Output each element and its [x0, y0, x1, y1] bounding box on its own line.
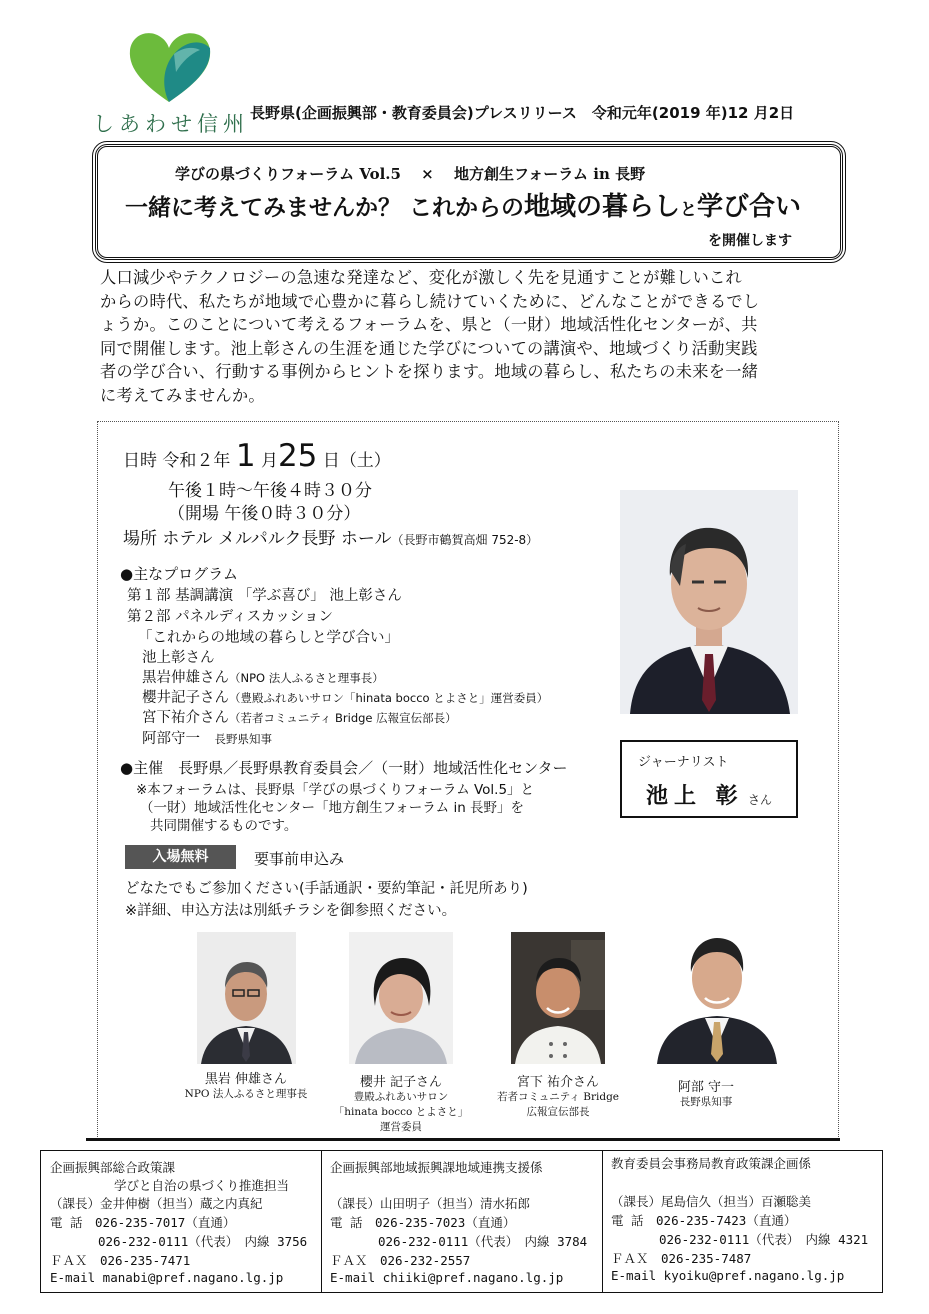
date-day-unit: 日	[322, 451, 340, 471]
date-weekday: （土）	[339, 451, 391, 471]
panelist-portrait-icon	[511, 932, 605, 1064]
intro-line: ょうか。このことについて考えるフォーラムを、県と（一財）地域活性化センターが、共	[100, 315, 758, 334]
organizer-note: ※本フォーラムは、長野県「学びの県づくりフォーラム Vol.5」と	[136, 782, 535, 798]
panelist-name: 池上彰さん	[142, 650, 215, 666]
title-part-b: 地域の暮らし	[524, 192, 681, 222]
title-tail: を開催します	[708, 233, 792, 249]
date-day: 25	[277, 438, 318, 474]
details-note: ※詳細、申込方法は別紙チラシを御参照ください。	[125, 903, 457, 919]
press-release-line: 長野県(企画振興部・教育委員会)プレスリリース 令和元年(2019 年)12 月2日	[250, 104, 795, 122]
place-label: 場所	[123, 529, 157, 549]
contact-column-divider	[321, 1150, 322, 1293]
intro-line: 同で開催します。池上彰さんの生涯を通じた学びについての講演や、地域づくり活動実践	[100, 338, 758, 358]
panelist-name: 宮下祐介さん	[142, 710, 229, 726]
panelist-caption-role: NPO 法人ふるさと理事長	[184, 1088, 308, 1100]
intro-line: に考えてみませんか。	[100, 385, 265, 405]
event-place	[123, 524, 538, 549]
journalist-photo	[620, 490, 798, 714]
panelist-line	[142, 727, 272, 748]
panelist-portrait-icon	[197, 932, 296, 1064]
panelist-caption-name: 阿部 守一	[677, 1080, 735, 1095]
date-month: 1	[235, 438, 256, 474]
program-theme: 「これからの地域の暮らしと学び合い」	[138, 630, 399, 646]
program-part1: 第１部 基調講演 「学ぶ喜び」 池上彰さん	[127, 588, 402, 604]
event-time: 午後１時～午後４時３０分	[168, 481, 372, 501]
panelist-caption-name: 宮下 祐介さん	[516, 1075, 600, 1090]
contact-dept: 教育委員会事務局教育政策課企画係	[611, 1156, 812, 1171]
panelist-caption	[484, 1071, 632, 1120]
date-era: 令和２年	[162, 451, 231, 471]
place-address: （長野市鶴賀高畑 752-8）	[391, 533, 539, 547]
program-part2: 第２部 パネルディスカッション	[127, 609, 334, 625]
contact-email[interactable]: E-mail chiiki@pref.nagano.lg.jp	[330, 1270, 564, 1285]
event-open-time: （開場 午後０時３０分）	[168, 504, 361, 524]
panelist-caption-name: 黒岩 伸雄さん	[204, 1072, 288, 1087]
forum-subtitle: 学びの県づくりフォーラム Vol.5 × 地方創生フォーラム in 長野	[175, 165, 646, 183]
panelist-caption-role: 運営委員	[380, 1121, 422, 1133]
intro-paragraph	[100, 266, 840, 407]
contact-tel: 026-232-0111（代表） 内線 3756	[98, 1234, 308, 1249]
title-part-d: 学び合い	[697, 192, 802, 222]
panelist-photo-kuroiwa	[197, 932, 296, 1064]
event-date	[123, 438, 391, 474]
accessibility-note: どなたでもご参加ください(手話通訳・要約筆記・託児所あり)	[125, 881, 528, 897]
panelist-caption-role: 豊殿ふれあいサロン	[353, 1091, 449, 1103]
shinshu-heart-logo-icon	[126, 28, 212, 104]
panelist-caption	[646, 1076, 766, 1110]
panelist-portrait-icon	[653, 912, 781, 1064]
registration-required: 要事前申込み	[254, 850, 345, 868]
journalist-label: ジャーナリスト	[638, 755, 729, 770]
panelist-note: （豊殿ふれあいサロン「hinata bocco とよさと」運営委員）	[229, 691, 549, 705]
journalist-portrait-icon	[620, 490, 798, 714]
forum-title	[125, 186, 801, 223]
panelist-photo-miyashita	[511, 932, 605, 1064]
intro-line: からの時代、私たちが地域で心豊かに暮らし続けていくために、どんなことができるでし	[100, 291, 760, 311]
contact-fax: ＦＡＸ 026-235-7487	[611, 1251, 752, 1266]
panelist-portrait-icon	[349, 932, 453, 1064]
intro-line: 者の学び合い、行動する事例からヒントを探ります。地域の暮らし、私たちの未来を一緒	[100, 362, 759, 381]
contact-dept: 企画振興部地域振興課地域連携支援係	[330, 1160, 543, 1175]
date-label: 日時	[123, 451, 157, 471]
contact-fax: ＦＡＸ 026-235-7471	[50, 1253, 191, 1268]
panelist-name: 黒岩伸雄さん	[142, 670, 229, 686]
contact-column-divider	[602, 1150, 603, 1293]
contact-tel: 026-232-0111（代表） 内線 4321	[659, 1232, 869, 1247]
panelist-caption-role: 「hinata bocco とよさと」	[333, 1106, 469, 1118]
panelist-caption-name: 櫻井 記子さん	[359, 1075, 443, 1090]
contact-email[interactable]: E-mail manabi@pref.nagano.lg.jp	[50, 1270, 284, 1285]
journalist-suffix: さん	[748, 793, 773, 807]
contact-fax: ＦＡＸ 026-232-2557	[330, 1253, 471, 1268]
panelist-line	[142, 646, 215, 667]
contact-tel: 電 話 026-235-7423（直通）	[611, 1213, 797, 1228]
organizer-line: ●主催 長野県／長野県教育委員会／（一財）地域活性化センター	[120, 759, 568, 777]
contact-tel: 電 話 026-235-7023（直通）	[330, 1215, 516, 1230]
organizer-note: （一財）地域活性化センター「地方創生フォーラム in 長野」を	[140, 800, 525, 816]
panelist-name: 阿部守一	[142, 731, 200, 747]
intro-line: 人口減少やテクノロジーの急速な発達など、変化が激しく先を見通すことが難しいこれ	[100, 268, 743, 287]
panelist-caption-role: 長野県知事	[679, 1096, 733, 1108]
panelist-caption-role: 若者コミュニティ Bridge	[496, 1091, 620, 1103]
contact-sub: 学びと自治の県づくり推進担当	[114, 1178, 290, 1193]
program-heading: ●主なプログラム	[120, 565, 238, 583]
journalist-name: 池上 彰	[646, 783, 744, 809]
panelist-note: （若者コミュニティ Bridge 広報宣伝部長）	[229, 711, 457, 725]
panelist-name: 櫻井記子さん	[142, 690, 229, 706]
panelist-line	[142, 666, 384, 687]
place-name: ホテル メルパルク長野 ホール	[162, 529, 392, 549]
date-month-unit: 月	[260, 451, 278, 471]
panelist-caption-role: 広報宣伝部長	[526, 1106, 590, 1118]
title-part-a: 一緒に考えてみませんか？ これからの	[125, 194, 525, 221]
footer-divider	[86, 1138, 840, 1141]
title-part-c: と	[680, 200, 698, 220]
panelist-caption	[176, 1068, 316, 1102]
contact-staff: （課長）金井伸樹（担当）蔵之内真紀	[50, 1196, 263, 1211]
organizer-note: 共同開催するものです。	[150, 818, 298, 834]
panelist-photo-sakurai	[349, 932, 453, 1064]
panelist-note: （NPO 法人ふるさと理事長）	[229, 671, 384, 685]
panelist-caption	[331, 1071, 471, 1135]
panelist-line	[142, 706, 457, 727]
contact-staff: （課長）尾島信久（担当）百瀬聡美	[611, 1194, 812, 1209]
contact-tel: 026-232-0111（代表） 内線 3784	[378, 1234, 588, 1249]
contact-tel: 電 話 026-235-7017（直通）	[50, 1215, 236, 1230]
contact-staff: （課長）山田明子（担当）清水拓郎	[330, 1196, 531, 1211]
contact-dept: 企画振興部総合政策課	[50, 1160, 176, 1175]
logo-text: しあわせ信州	[93, 112, 249, 136]
panelist-photo-abe	[653, 912, 781, 1064]
panelist-note: 長野県知事	[214, 732, 272, 746]
contact-email[interactable]: E-mail kyoiku@pref.nagano.lg.jp	[611, 1268, 845, 1283]
panelist-line	[142, 686, 548, 707]
free-admission-badge: 入場無料	[125, 845, 236, 869]
